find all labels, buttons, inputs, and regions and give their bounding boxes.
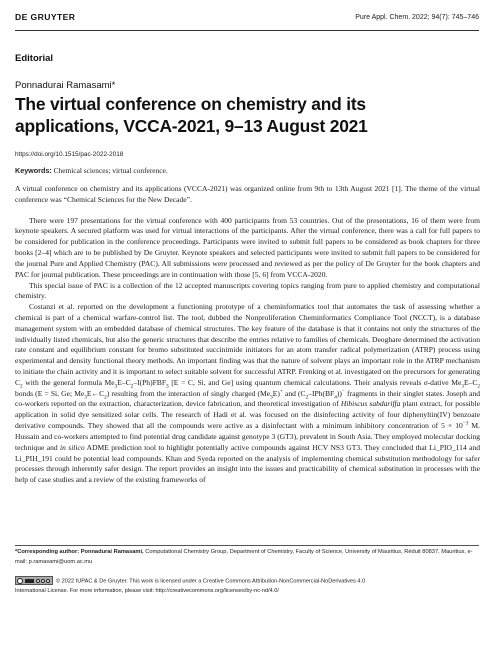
subscript: 2 — [20, 383, 23, 390]
subscript: 3 — [461, 383, 464, 390]
text-run: with the general formula Me — [22, 377, 115, 387]
paragraph-intro: A virtual conference on chemistry and its applications (VCCA-2021) was organized online from 9th to 13th August 2021 [1]. The theme of the virtual conference was “Chemical Sciences for the New Decade”. — [15, 184, 480, 204]
footnote-divider — [15, 545, 479, 546]
text-run: E) — [272, 388, 280, 398]
text-run: –IPh(BF — [308, 388, 335, 398]
license-notice — [15, 576, 485, 596]
license-line-1: © 2022 IUPAC & De Gruyter. This work is licensed under a Creative Commons Attribution-NonCommercial-NoDerivatives 4.0 — [56, 578, 366, 585]
subscript: 3 — [84, 394, 87, 401]
subscript: 3 — [114, 383, 118, 390]
text-run: ADME prediction tool to highlight potentially active compounds against HCV NS3 GT3. They concluded that Li_PIO_114 and Li_PIH_191 could be potential lead compounds. Khan and Syeda reported on the analysis of implementing chemical substitution methodology for safer processes through inherently safer design. The report provides an insight into the issues and practicability of chemical substitution in processes with the help of case studies and a review of the existing frameworks of — [15, 442, 481, 485]
cc-nd-icon — [46, 579, 50, 583]
text-run: M. Hussain and co-workers attempted to find potential drug candidate against genotype 3 (GT3), prevalent in South Asia. They employed molecular docking technique and — [15, 421, 481, 452]
subscript: 2 — [305, 394, 309, 401]
footnote-text: Computational Chemistry Group, Department of Chemistry, Faculty of Science, University of Mauritius, Réduit 80837, Mauritius, e-mail: p.ramasami@uom.ac.mu — [15, 549, 473, 565]
cc-bar-icon — [25, 579, 34, 583]
journal-reference: Pure Appl. Chem. 2022; 94(7): 745–746 — [355, 13, 479, 21]
superscript: −3 — [462, 420, 469, 427]
article-title: The virtual conference on chemistry and its applications, VCCA-2021, 9–13 August 2021 — [15, 94, 368, 136]
running-header — [15, 10, 479, 24]
text-run: ) resulting from the interaction of singly charged (Me — [106, 388, 271, 398]
text-run: bonds (E = Si, Ge; Me — [15, 388, 85, 398]
cc-license-icon[interactable] — [15, 576, 53, 585]
superscript: + — [279, 388, 283, 395]
corresponding-author-footnote — [15, 548, 483, 567]
doi-link[interactable]: https://doi.org/10.1515/pac-2022-2018 — [15, 151, 124, 158]
text-run: E–C — [463, 377, 478, 387]
header-divider — [15, 30, 479, 31]
license-line-2: International License. For more information, please visit: http://creativecommons.org/licenses/by-nc-nd/4.0/ — [15, 587, 279, 594]
cc-circle-icon — [17, 578, 23, 584]
text-run: fragments in their singlet states. Joseph and co-workers reported on the extraction, characterization, device fabrication, and theoretical investigation of — [15, 388, 481, 409]
section-label: Editorial — [15, 53, 54, 64]
italic-term: in silico — [60, 442, 85, 452]
text-run: -dative Me — [427, 377, 462, 387]
text-run: –I(Ph)FBF — [133, 377, 167, 387]
text-run: plant extract, for possible application in solid dye sensitized solar cells. The research of Hadi et al. was focused on the disinfecting activity of four diphenyltin(IV) benzoate derivative compounds. They showed that all the compounds were active as a disinfectant with a minimum inhibitory concentration of 5 × 10 — [15, 399, 480, 431]
text-run: and (C — [282, 388, 306, 398]
italic-species-name: Hibiscus sabdariffa — [340, 399, 401, 409]
keywords-text: Chemical sciences; virtual conference. — [51, 166, 168, 175]
author-name: Ponnadurai Ramasami* — [15, 80, 116, 91]
text-run: )) — [336, 388, 342, 398]
paragraph-presentations: There were 197 presentations for the virtual conference with 400 participants from 53 countries. Out of the presentations, 16 of them were from keynote speakers. A secured platform was used for virtual interactions of the participants. After the virtual conference, there was a call for full papers to be considered for publication in the conference proceedings. Participants were invited to submit full papers to be considered as book chapters for three books [2–4] which are to be published by De Gruyter. Keynote speakers and selected participants were invited to submit full papers to be considered for the journal Pure and Applied Chemistry (PAC). All submissions were processed and reviewed as per the policy of De Gruyter for the book chapters and PAC for journal publication. These proceedings are in continuation with those [5, 6] from VCCA-2020. — [15, 215, 480, 279]
paragraph-summaries — [15, 302, 480, 486]
text-run: E←C — [86, 388, 105, 398]
text-run: [E = C, Si, and Ge] using quantum chemical calculations. Their analysis reveals — [168, 377, 424, 387]
subscript: 4 — [334, 394, 337, 401]
superscript: − — [341, 388, 345, 395]
cc-nc-icon — [41, 579, 45, 583]
subscript: 3 — [166, 383, 169, 390]
subscript: 2 — [477, 383, 480, 390]
footnote-label: *Corresponding author: Ponnadurai Ramasami, — [15, 549, 144, 555]
subscript: 3 — [270, 394, 273, 401]
text-run: Costanzi et al. reported on the development a functioning prototype of a cheminformatics tool that automates the task of assessing whether a chemical is part of a chemical warfare-control list. The tool, dubbed the Nonproliferation Cheminformatics Compliance Tool (NCCT), is a database management system with an embedded database of chemical structures. The key feature of the database is that it contains not only the structures of the individually listed chemicals, but also the generic structures that describe the entries relative to families of chemicals. Deoghare determined the activation rate constant and equilibrium constant for bromo substituted succinimide initiators for an atom transfer radical polymerization (ATRP) process using experimental and density functional theory methods. An important finding was that the nature of solvent plays an important role in the ATRP mechanism to initiate the chain activity and it is important to select suitable solvent for successful ATRP. Frenking et al. investigated on the precursors for generating C — [15, 302, 480, 387]
paragraph-special-issue: This special issue of PAC is a collection of the 12 accepted manuscripts covering topics ranging from pure to applied chemistry and computational chemistry. — [15, 280, 480, 301]
article-body — [15, 184, 480, 486]
cc-by-icon — [36, 579, 40, 583]
keywords-label: Keywords: — [15, 166, 52, 175]
keywords-line — [15, 166, 168, 175]
cc-terms-icons — [36, 579, 50, 583]
subscript: 2 — [104, 394, 107, 401]
italic-sigma: σ — [423, 377, 428, 387]
publisher-name: DE GRUYTER — [15, 12, 76, 22]
text-run: E–C — [117, 377, 131, 387]
subscript: 2 — [130, 383, 134, 390]
